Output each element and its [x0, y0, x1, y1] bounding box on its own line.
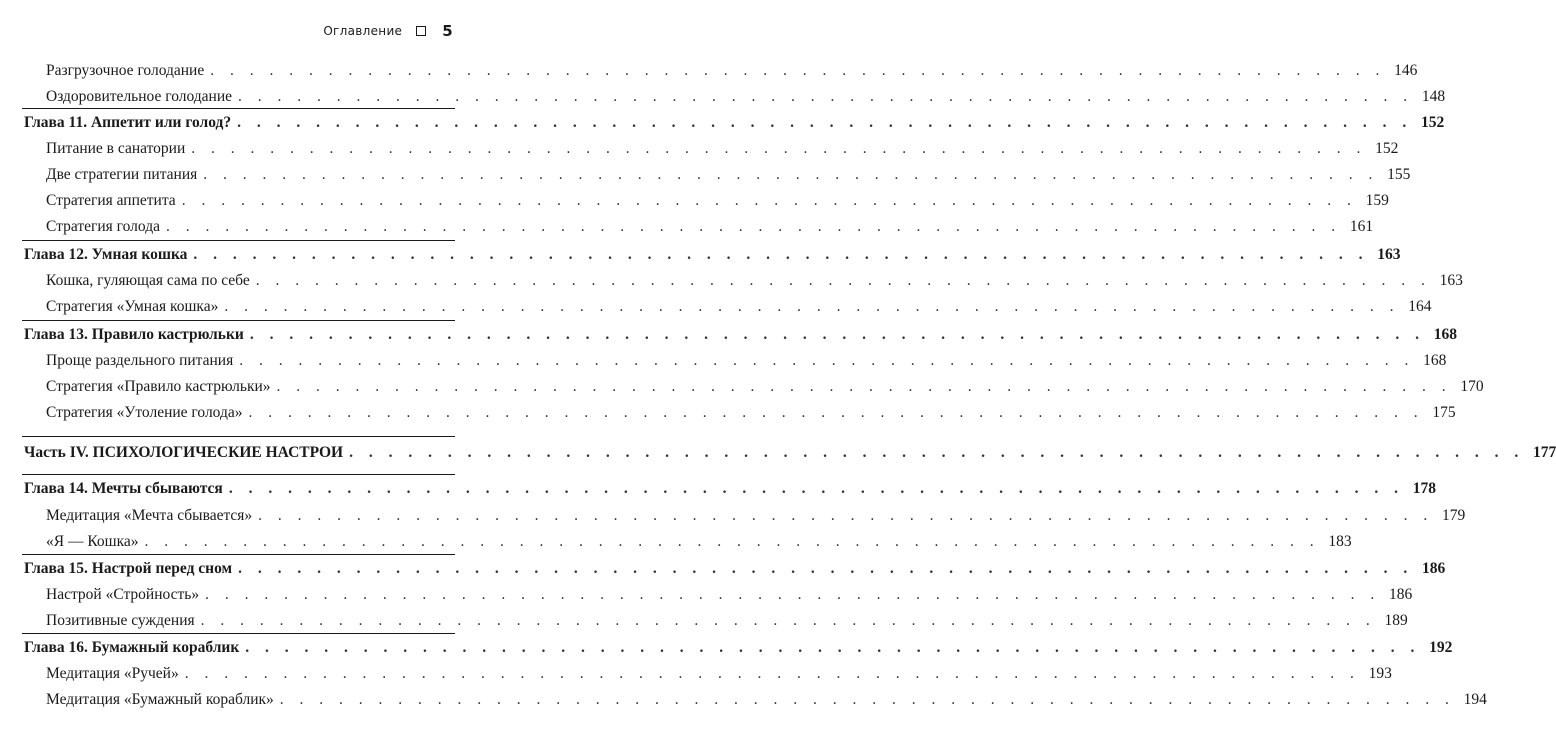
toc-chapter-title: Глава 11. Аппетит или голод?	[24, 114, 232, 131]
toc-entry-page: 168	[1423, 352, 1447, 369]
dot-leader: . . . . . . . . . . . . . . . . . . . . . . . . . . . . . . . . . . . . . . . . . . . . . . . . . . . . . . . . . . . .	[205, 586, 1381, 603]
toc-entry-page: 175	[1432, 404, 1456, 421]
toc-entry-title: Кошка, гуляющая сама по себе	[46, 272, 250, 289]
chapter-divider	[22, 554, 455, 555]
toc-entry-title: «Я — Кошка»	[46, 533, 139, 550]
dot-leader: . . . . . . . . . . . . . . . . . . . . . . . . . . . . . . . . . . . . . . . . . . . . . . . . . . . . . . . . . . . .	[228, 480, 1404, 497]
toc-entry-page: 148	[1421, 88, 1446, 105]
toc-entry-page: 193	[1368, 665, 1392, 682]
toc-entry[interactable]	[0, 507, 1466, 527]
toc-entry[interactable]	[0, 378, 1484, 398]
toc-entry-title: Медитация «Мечта сбывается»	[46, 507, 253, 524]
toc-chapter-entry[interactable]	[0, 326, 1457, 346]
toc-entry-title: Оздоровительное голодание	[46, 88, 233, 105]
toc-chapter-title: Глава 12. Умная кошка	[24, 246, 188, 263]
toc-chapter-page: 178	[1412, 480, 1436, 497]
toc-entry-page: 163	[1439, 272, 1463, 289]
toc-chapter-page: 186	[1422, 560, 1446, 577]
toc-entry[interactable]	[0, 533, 1352, 553]
toc-entry-page: 194	[1463, 691, 1487, 708]
toc-entry[interactable]	[0, 665, 1392, 685]
toc-part-page: 177	[1532, 444, 1556, 461]
toc-chapter-title: Глава 16. Бумажный кораблик	[24, 639, 240, 656]
toc-entry-page: 146	[1394, 62, 1418, 79]
dot-leader: . . . . . . . . . . . . . . . . . . . . . . . . . . . . . . . . . . . . . . . . . . . . . . . . . . . . . . . . . . . .	[239, 352, 1415, 369]
toc-entry-page: 152	[1375, 140, 1399, 157]
part-divider	[22, 436, 455, 437]
toc-entry[interactable]	[0, 298, 1432, 318]
dot-leader: . . . . . . . . . . . . . . . . . . . . . . . . . . . . . . . . . . . . . . . . . . . . . . . . . . . . . . . . . . . .	[184, 665, 1360, 682]
toc-entry[interactable]	[0, 586, 1413, 606]
toc-entry-title: Стратегия «Утоление голода»	[46, 404, 243, 421]
dot-leader: . . . . . . . . . . . . . . . . . . . . . . . . . . . . . . . . . . . . . . . . . . . . . . . . . . . . . . . . . . . .	[203, 166, 1379, 183]
toc-entry-page: 183	[1328, 533, 1352, 550]
dot-leader: . . . . . . . . . . . . . . . . . . . . . . . . . . . . . . . . . . . . . . . . . . . . . . . . . . . . . . . . . . . .	[238, 560, 1414, 577]
toc-entry-title: Позитивные суждения	[46, 612, 195, 629]
toc-part-entry[interactable]	[0, 444, 1556, 464]
toc-entry-page: 186	[1389, 586, 1413, 603]
toc-chapter-entry[interactable]	[0, 246, 1401, 266]
toc-entry-title: Проще раздельного питания	[46, 352, 234, 369]
dot-leader: . . . . . . . . . . . . . . . . . . . . . . . . . . . . . . . . . . . . . . . . . . . . . . . . . . . . . . . . . . . .	[224, 298, 1400, 315]
toc-entry-title: Настрой «Стройность»	[46, 586, 200, 603]
toc-entry[interactable]	[0, 612, 1408, 632]
toc-chapter-page: 163	[1377, 246, 1401, 263]
toc-entry-page: 189	[1384, 612, 1408, 629]
toc-entry[interactable]	[0, 192, 1389, 212]
dot-leader: . . . . . . . . . . . . . . . . . . . . . . . . . . . . . . . . . . . . . . . . . . . . . . . . . . . . . . . . . . . .	[248, 404, 1424, 421]
toc-entry-title: Медитация «Бумажный кораблик»	[46, 691, 274, 708]
toc-entry-title: Медитация «Ручей»	[46, 665, 179, 682]
section-title: Оглавление	[323, 24, 403, 38]
toc-chapter-page: 192	[1429, 639, 1453, 656]
toc-entry-title: Стратегия «Умная кошка»	[46, 298, 219, 315]
chapter-divider	[22, 320, 455, 321]
dot-leader: . . . . . . . . . . . . . . . . . . . . . . . . . . . . . . . . . . . . . . . . . . . . . . . . . . . . . . . . . . . .	[349, 444, 1525, 461]
toc-chapter-entry[interactable]	[0, 480, 1436, 500]
dot-leader: . . . . . . . . . . . . . . . . . . . . . . . . . . . . . . . . . . . . . . . . . . . . . . . . . . . . . . . . . . . .	[255, 272, 1431, 289]
dot-leader: . . . . . . . . . . . . . . . . . . . . . . . . . . . . . . . . . . . . . . . . . . . . . . . . . . . . . . . . . . . .	[245, 639, 1421, 656]
dot-leader: . . . . . . . . . . . . . . . . . . . . . . . . . . . . . . . . . . . . . . . . . . . . . . . . . . . . . . . . . . . .	[276, 378, 1452, 395]
toc-entry-title: Стратегия голода	[46, 218, 160, 235]
dot-leader: . . . . . . . . . . . . . . . . . . . . . . . . . . . . . . . . . . . . . . . . . . . . . . . . . . . . . . . . . . . .	[200, 612, 1376, 629]
toc-entry-page: 161	[1349, 218, 1374, 235]
dot-leader: . . . . . . . . . . . . . . . . . . . . . . . . . . . . . . . . . . . . . . . . . . . . . . . . . . . . . . . . . . . .	[193, 246, 1369, 263]
dot-leader: . . . . . . . . . . . . . . . . . . . . . . . . . . . . . . . . . . . . . . . . . . . . . . . . . . . . . . . . . . . .	[279, 691, 1455, 708]
toc-entry-page: 159	[1365, 192, 1389, 209]
chapter-divider	[22, 633, 455, 634]
dot-leader: . . . . . . . . . . . . . . . . . . . . . . . . . . . . . . . . . . . . . . . . . . . . . . . . . . . . . . . . . . . .	[249, 326, 1425, 343]
toc-entry-title: Питание в санатории	[46, 140, 186, 157]
toc-chapter-title: Глава 14. Мечты сбываются	[24, 480, 223, 497]
dot-leader: . . . . . . . . . . . . . . . . . . . . . . . . . . . . . . . . . . . . . . . . . . . . . . . . . . . . . . . . . . . .	[237, 114, 1413, 131]
dot-leader: . . . . . . . . . . . . . . . . . . . . . . . . . . . . . . . . . . . . . . . . . . . . . . . . . . . . . . . . . . . .	[191, 140, 1367, 157]
toc-entry-title: Разгрузочное голодание	[46, 62, 205, 79]
square-bullet-icon	[416, 26, 426, 36]
toc-chapter-entry[interactable]	[0, 639, 1453, 659]
chapter-divider	[22, 474, 455, 475]
toc-entry[interactable]	[0, 166, 1411, 186]
toc-entry[interactable]	[0, 140, 1399, 160]
toc-entry-page: 164	[1408, 298, 1432, 315]
toc-entry-title: Стратегия «Правило кастрюльки»	[46, 378, 271, 395]
dot-leader: . . . . . . . . . . . . . . . . . . . . . . . . . . . . . . . . . . . . . . . . . . . . . . . . . . . . . . . . . . . .	[238, 88, 1414, 105]
dot-leader: . . . . . . . . . . . . . . . . . . . . . . . . . . . . . . . . . . . . . . . . . . . . . . . . . . . . . . . . . . . .	[258, 507, 1434, 524]
toc-entry[interactable]	[0, 404, 1456, 424]
toc-chapter-page: 152	[1421, 114, 1445, 131]
toc-chapter-title: Глава 15. Настрой перед сном	[24, 560, 233, 577]
toc-chapter-title: Глава 13. Правило кастрюльки	[24, 326, 244, 343]
toc-part-title: Часть IV. ПСИХОЛОГИЧЕСКИЕ НАСТРОИ	[24, 444, 344, 461]
dot-leader: . . . . . . . . . . . . . . . . . . . . . . . . . . . . . . . . . . . . . . . . . . . . . . . . . . . . . . . . . . . .	[210, 62, 1386, 79]
toc-entry[interactable]	[0, 272, 1463, 292]
toc-entry-page: 170	[1460, 378, 1484, 395]
chapter-divider	[22, 240, 455, 241]
toc-entry[interactable]	[0, 352, 1447, 372]
toc-chapter-page: 168	[1433, 326, 1457, 343]
toc-chapter-entry[interactable]	[0, 114, 1445, 134]
toc-entry[interactable]	[0, 691, 1487, 711]
toc-chapter-entry[interactable]	[0, 560, 1446, 580]
chapter-divider	[22, 108, 455, 109]
dot-leader: . . . . . . . . . . . . . . . . . . . . . . . . . . . . . . . . . . . . . . . . . . . . . . . . . . . . . . . . . . . .	[181, 192, 1357, 209]
dot-leader: . . . . . . . . . . . . . . . . . . . . . . . . . . . . . . . . . . . . . . . . . . . . . . . . . . . . . . . . . . . .	[144, 533, 1320, 550]
page-number: 5	[442, 22, 453, 40]
toc-entry[interactable]	[0, 62, 1418, 82]
toc-entry[interactable]	[0, 218, 1374, 238]
toc-entry-page: 155	[1387, 166, 1411, 183]
dot-leader: . . . . . . . . . . . . . . . . . . . . . . . . . . . . . . . . . . . . . . . . . . . . . . . . . . . . . . . . . . . .	[165, 218, 1342, 235]
toc-entry-page: 179	[1442, 507, 1466, 524]
toc-entry-title: Стратегия аппетита	[46, 192, 176, 209]
toc-entry[interactable]	[0, 88, 1446, 108]
toc-entry-title: Две стратегии питания	[46, 166, 198, 183]
running-header	[323, 22, 453, 40]
